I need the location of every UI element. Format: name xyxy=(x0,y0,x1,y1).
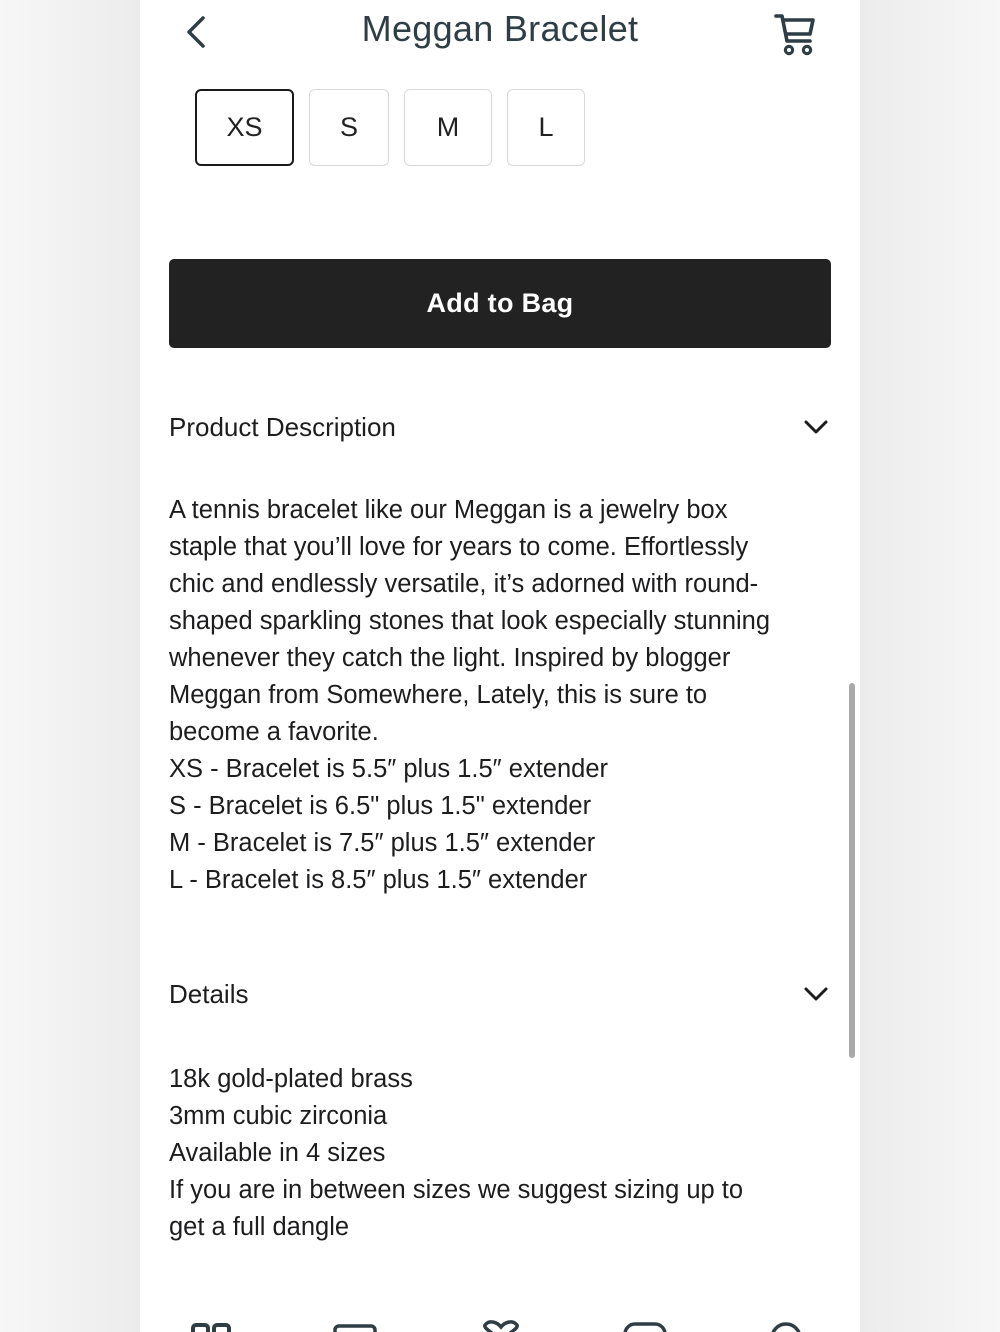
size-option-s[interactable]: S xyxy=(309,89,389,166)
description-line: become a favorite. xyxy=(169,718,379,746)
section-title: Details xyxy=(169,978,249,1009)
details-line: Available in 4 sizes xyxy=(169,1139,386,1167)
description-line: shaped sparkling stones that look especially stunning xyxy=(169,607,771,635)
heart-icon[interactable] xyxy=(478,1318,524,1332)
right-backdrop xyxy=(860,0,1000,1332)
page-title: Meggan Bracelet xyxy=(361,8,639,49)
details-line: get a full dangle xyxy=(169,1213,350,1241)
add-to-bag-button[interactable]: Add to Bag xyxy=(169,259,831,348)
card-icon[interactable] xyxy=(332,1318,378,1332)
size-option-m[interactable]: M xyxy=(404,89,492,166)
details-line: If you are in between sizes we suggest sizing up to xyxy=(169,1176,744,1204)
product-description-text xyxy=(169,492,834,899)
chevron-down-icon xyxy=(801,979,831,1009)
details-line: 18k gold-plated brass xyxy=(169,1065,413,1093)
description-line: A tennis bracelet like our Meggan is a jewelry box xyxy=(169,496,728,524)
product-description-header[interactable] xyxy=(169,407,831,447)
size-option-l[interactable]: L xyxy=(507,89,585,166)
description-line: Meggan from Somewhere, Lately, this is sure to xyxy=(169,681,708,709)
description-line: XS - Bracelet is 5.5″ plus 1.5″ extender xyxy=(169,755,609,783)
description-line: M - Bracelet is 7.5″ plus 1.5″ extender xyxy=(169,829,596,857)
cart-icon xyxy=(773,10,817,56)
description-line: L - Bracelet is 8.5″ plus 1.5″ extender xyxy=(169,866,588,894)
details-line: 3mm cubic zirconia xyxy=(169,1102,388,1130)
description-line: chic and endlessly versatile, it’s adorned with round- xyxy=(169,570,759,598)
chevron-down-icon xyxy=(801,412,831,442)
section-title: Product Description xyxy=(169,411,396,442)
cart-button[interactable] xyxy=(770,8,820,58)
size-option-xs[interactable]: XS xyxy=(195,89,294,166)
left-backdrop xyxy=(0,0,140,1332)
description-line: S - Bracelet is 6.5" plus 1.5" extender xyxy=(169,792,592,820)
grid-icon[interactable] xyxy=(190,1318,234,1332)
description-line: staple that you’ll love for years to come. Effortlessly xyxy=(169,533,749,561)
details-header[interactable] xyxy=(169,974,831,1014)
details-text xyxy=(169,1061,834,1246)
camera-icon[interactable] xyxy=(622,1318,668,1332)
scrollbar[interactable] xyxy=(849,683,855,1058)
description-line: whenever they catch the light. Inspired by blogger xyxy=(169,644,731,672)
product-screen xyxy=(140,0,860,1332)
search-icon[interactable] xyxy=(766,1318,806,1332)
